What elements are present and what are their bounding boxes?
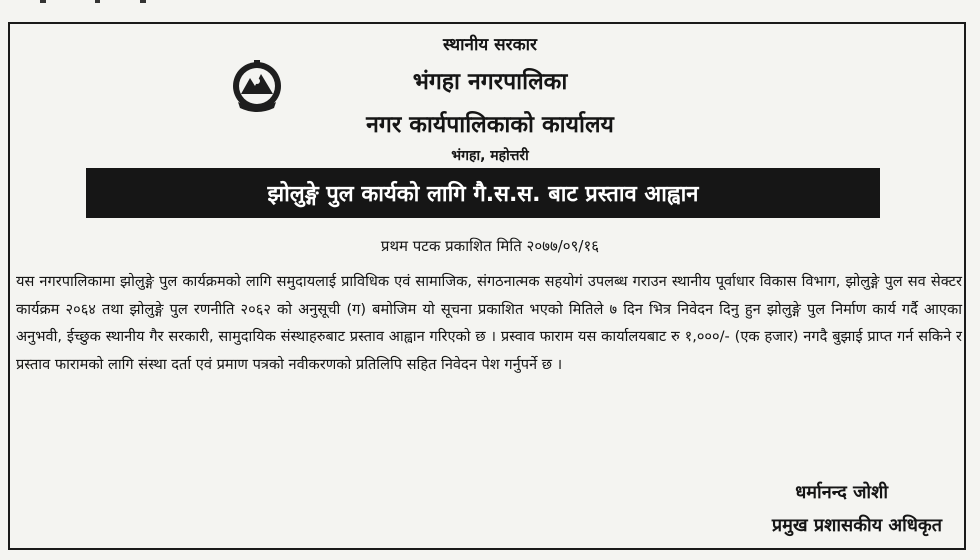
scan-edge-marks (0, 0, 980, 10)
publication-date: प्रथम पटक प्रकाशित मिति २०७७/०९/१६ (380, 237, 600, 255)
office-name: नगर कार्यपालिकाको कार्यालय (366, 112, 614, 138)
notice-body: यस नगरपालिकामा झोलुङ्गे पुल कार्यक्रमको लागि समुदायलाई प्राविधिक एवं सामाजिक, संगठनात्मक सहयोगं उपलब्ध गराउन स्थानीय पूर्वाधार विकास विभाग, झोलुङ्गे पुल सव सेक्टर कार्यक्रम २०६४ तथा झोलुङ्गे पुल रणनीति २०६२ को अनुसूची (ग) बमोजिम यो सूचना प्रकाशित भएको मितिले ७ दिन भित्र निवेदन दिनु हुन झोलुङ्गे पुल निर्माण कार्य गर्दै आएका अनुभवी, ईच्छुक स्थानीय गैर सरकारी, सामुदायिक संस्थाहरुबाट प्रस्ताव आह्वान गरिएको छ । प्रस्वाव फाराम यस कार्यालयबाट रु १,०००/- (एक हजार) नगदै बुझाई प्राप्त गर्न सकिने र प्रस्ताव फारामको लागि संस्था दर्ता एवं प्रमाण पत्रको नवीकरणको प्रतिलिपि सहित निवेदन पेश गर्नुपर्ने छ । (16, 273, 962, 373)
signatory-title: प्रमुख प्रशासकीय अधिकृत (771, 515, 942, 536)
notice-title-banner (86, 168, 880, 218)
municipality-name: भंगहा नगरपालिका (412, 69, 568, 95)
local-government-label: स्थानीय सरकार (442, 35, 537, 55)
office-address: भंगहा, महोत्तरी (451, 148, 529, 164)
signatory-name: धर्मानन्द जोशी (795, 482, 888, 503)
notice-title: झोलुङ्गे पुल कार्यको लागि गै.स.स. बाट प्रस्ताव आह्वान (267, 182, 699, 207)
